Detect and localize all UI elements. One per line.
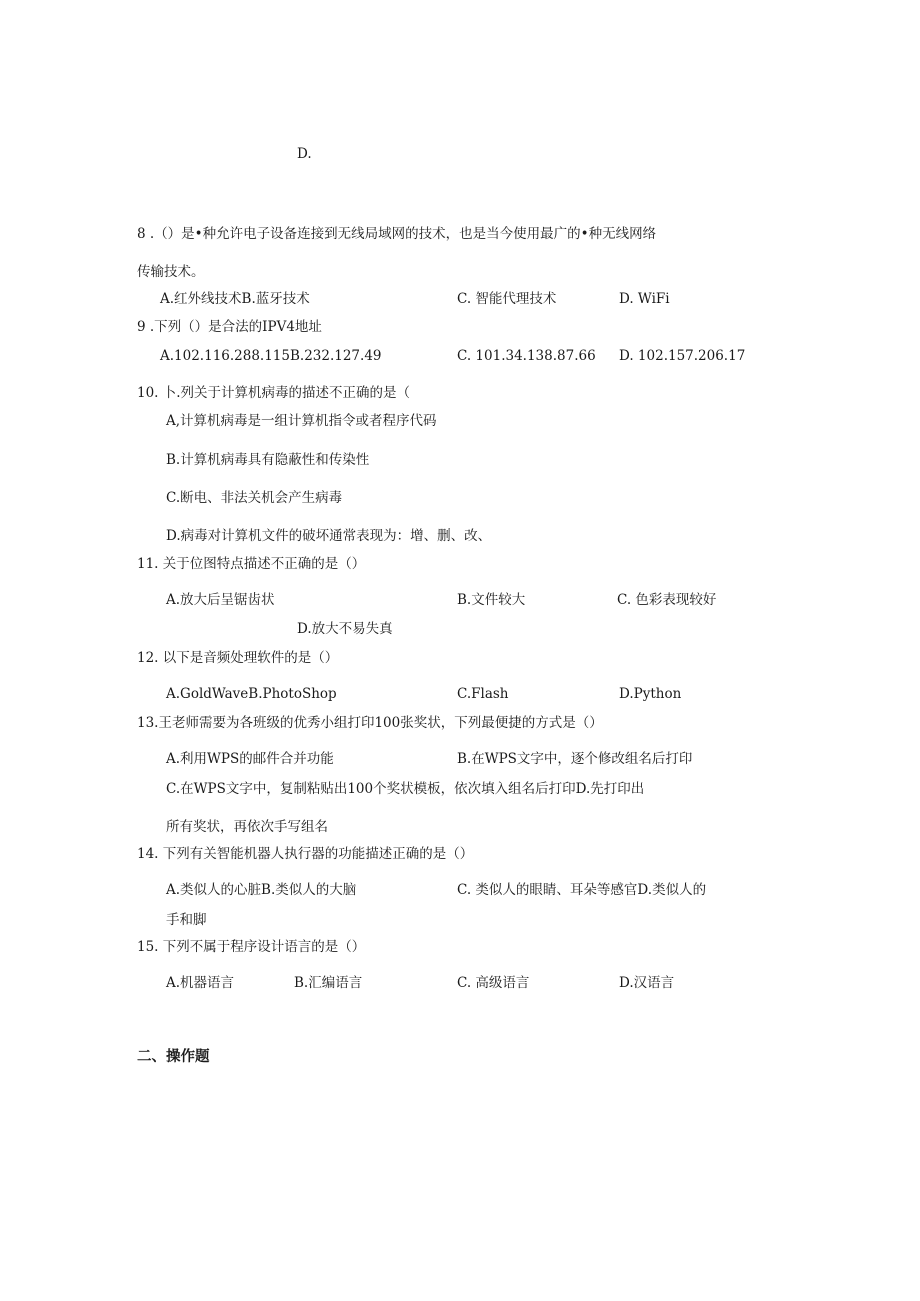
q14-option-cd: C. 类似人的眼睛、耳朵等感官D.类似人的 [457,882,707,898]
q9-stem: 9 .下列（）是合法的IPV4地址 [137,319,322,335]
q15-option-a: A.机器语言 [166,975,235,991]
q13-option-b: B.在WPS文字中，逐个修改组名后打印 [457,751,693,767]
q8-option-c: C. 智能代理技术 [457,291,557,307]
q11-option-a: A.放大后呈锯齿状 [166,592,275,608]
q15-option-b: B.汇编语言 [294,975,363,991]
q12-option-d: D.Python [619,686,682,702]
q13-option-cd: C.在WPS文字中，复制粘贴出100个奖状模板，依次填入组名后打印D.先打印出 [166,781,645,797]
q8-option-d: D. WiFi [619,291,670,307]
q14-stem: 14. 下列有关智能机器人执行器的功能描述正确的是（） [137,846,474,862]
q13-option-a: A.利用WPS的邮件合并功能 [166,751,334,767]
q13-option-d-cont: 所有奖状，再依次手写组名 [166,819,328,835]
q15-option-c: C. 高级语言 [457,975,530,991]
q14-option-ab: A.类似人的心脏B.类似人的大脑 [166,882,357,898]
q8-stem-cont: 传输技术。 [137,264,205,280]
q15-stem: 15. 下列不属于程序设计语言的是（） [137,939,366,955]
q9-option-ab: A.102.116.288.115B.232.127.49 [160,348,382,364]
q11-stem: 11. 关于位图特点描述不正确的是（） [137,556,366,572]
q12-option-c: C.Flash [457,686,509,702]
q14-option-d-cont: 手和脚 [166,912,207,928]
q15-option-d: D.汉语言 [619,975,675,991]
q11-option-b: B.文件较大 [457,592,526,608]
q11-option-d: D.放大不易失真 [297,621,393,637]
q9-option-d: D. 102.157.206.17 [619,348,746,364]
q11-option-c: C. 色彩表现较好 [617,592,717,608]
q13-stem: 13.王老师需要为各班级的优秀小组打印100张奖状，下列最便捷的方式是（） [137,715,603,731]
q12-stem: 12. 以下是音频处理软件的是（） [137,650,339,666]
q10-option-c: C.断电、非法关机会产生病毒 [166,490,343,506]
orphan-option-d: D. [297,146,312,162]
section-heading: 二、操作题 [137,1049,210,1065]
q8-option-ab: A.红外线技术B.蓝牙技术 [160,291,310,307]
q10-option-d: D.病毒对计算机文件的破坏通常表现为：增、删、改、 [166,528,492,544]
q10-option-b: B.计算机病毒具有隐蔽性和传染性 [166,452,370,468]
q12-option-ab: A.GoldWaveB.PhotoShop [166,686,337,702]
q9-option-c: C. 101.34.138.87.66 [457,348,596,364]
q8-stem: 8 .（）是•种允许电子设备连接到无线局域网的技术，也是当今使用最广的•种无线网络 [137,226,657,242]
q10-option-a: A,计算机病毒是一组计算机指令或者程序代码 [166,413,437,429]
q10-stem: 10. 卜.列关于计算机病毒的描述不正确的是（ [137,385,411,401]
